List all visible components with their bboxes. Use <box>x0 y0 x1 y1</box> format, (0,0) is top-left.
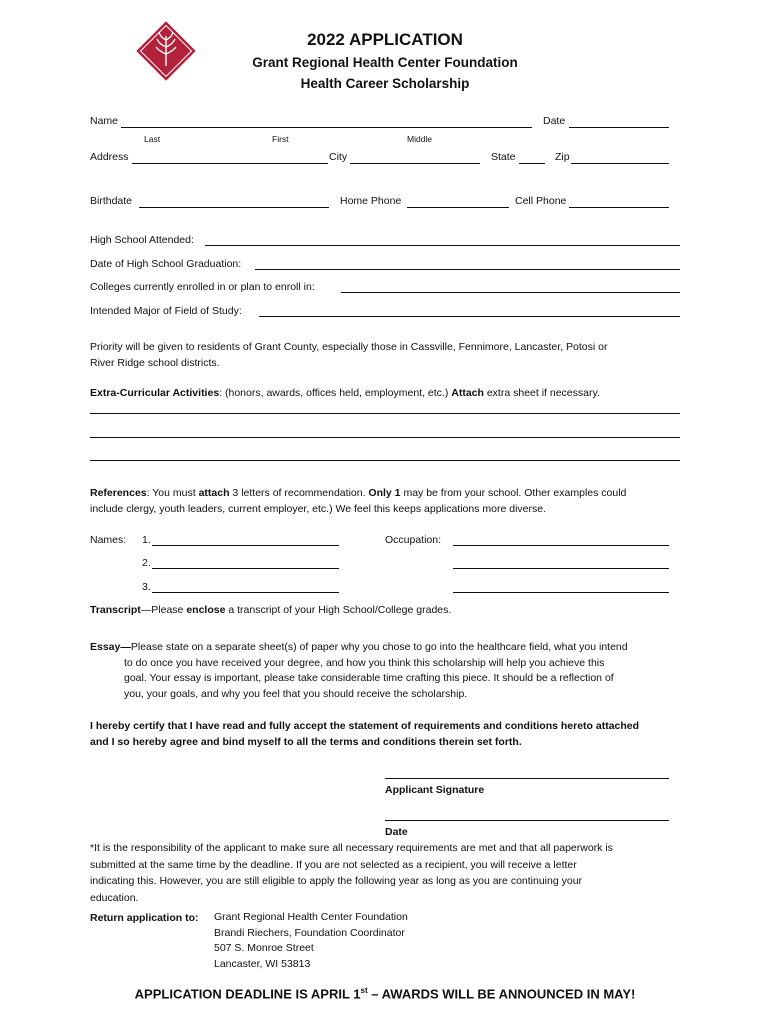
org-name: Grant Regional Health Center Foundation <box>252 55 518 70</box>
references-label: References <box>90 487 147 499</box>
priority-line-1: Priority will be given to residents of Grant County, especially those in Cassville, Fennimore, Lancaster, Potosi or <box>90 341 608 353</box>
page-title: 2022 APPLICATION <box>307 30 463 49</box>
cell-phone-label: Cell Phone <box>515 195 567 207</box>
references-text: References: You must attach 3 letters of recommendation. Only 1 may be from your school. Other examples could include clergy, youth leaders, current employer, etc.) We feel this keeps applications more diverse. <box>90 487 627 515</box>
signature-date-label: Date <box>385 826 408 838</box>
zip-label: Zip <box>555 151 570 163</box>
deadline-banner: APPLICATION DEADLINE IS APRIL 1st – AWARDS WILL BE ANNOUNCED IN MAY! <box>134 986 636 1002</box>
priority-text <box>90 340 607 371</box>
transcript-label: Transcript <box>90 604 141 616</box>
reference-occupation-3[interactable] <box>453 592 669 593</box>
graduation-field[interactable] <box>255 269 680 270</box>
names-label: Names: <box>90 534 127 546</box>
colleges-label: Colleges currently enrolled in or plan to enroll in: <box>90 281 315 293</box>
applicant-signature-field[interactable] <box>385 778 669 779</box>
address-label: Address <box>90 151 129 163</box>
reference-number-2: 2. <box>142 557 151 569</box>
transcript-text: Transcript—Please enclose a transcript of your High School/College grades. <box>90 604 452 616</box>
return-address: Grant Regional Health Center Foundation Brandi Riechers, Foundation Coordinator 507 S. Monroe Street Lancaster, WI 53813 <box>214 911 408 970</box>
major-label: Intended Major of Field of Study: <box>90 305 242 317</box>
name-label: Name <box>90 115 119 127</box>
responsibility-note: *It is the responsibility of the applicant to make sure all necessary requirements are met and that all paperwork is submitted at the same time by the deadline. If you are not selected as a recipient, you will receive a letter indicating this. However, you are still eligible to apply the following year as long as you are continuing your education. <box>90 842 613 904</box>
state-field[interactable] <box>519 163 545 164</box>
essay-text: Essay—Please state on a separate sheet(s) of paper why you chose to go into the healthcare field, what you intend to do once you have received your degree, and how you think this scholarship will help you achieve this goal. Your essay is important, please take considerable time crafting this piece. It should be a reflection of you, your goals, and why you feel that you should receive the scholarship. <box>90 641 628 700</box>
reference-name-2[interactable] <box>152 568 339 569</box>
program-name: Health Career Scholarship <box>300 76 470 91</box>
high-school-field[interactable] <box>205 245 680 246</box>
extracurricular-line-3[interactable] <box>90 460 680 461</box>
date-field[interactable] <box>569 127 669 128</box>
address-field[interactable] <box>132 163 328 164</box>
date-label: Date <box>543 115 566 127</box>
reference-occupation-2[interactable] <box>453 568 669 569</box>
colleges-field[interactable] <box>341 292 680 293</box>
extracurricular-label: Extra-Curricular Activities <box>90 387 220 399</box>
city-label: City <box>329 151 348 163</box>
reference-name-3[interactable] <box>152 592 339 593</box>
city-field[interactable] <box>350 163 480 164</box>
cell-phone-field[interactable] <box>569 207 669 208</box>
name-field[interactable] <box>121 127 532 128</box>
reference-name-1[interactable] <box>152 545 339 546</box>
foundation-logo <box>135 20 197 82</box>
extracurricular-text: Extra-Curricular Activities: (honors, awards, offices held, employment, etc.) Attach extra sheet if necessary. <box>90 387 600 399</box>
certify-text: I hereby certify that I have read and fully accept the statement of requirements and conditions hereto attached and I so hereby agree and bind myself to all the terms and conditions therein set forth. <box>90 720 640 748</box>
essay-label: Essay— <box>90 641 131 653</box>
first-label: First <box>272 134 289 144</box>
birthdate-field[interactable] <box>139 207 329 208</box>
zip-field[interactable] <box>571 163 669 164</box>
reference-number-3: 3. <box>142 581 151 593</box>
state-label: State <box>491 151 516 163</box>
reference-number-1: 1. <box>142 534 151 546</box>
middle-label: Middle <box>407 134 433 144</box>
occupation-label: Occupation: <box>385 534 442 546</box>
home-phone-label: Home Phone <box>340 195 402 207</box>
extracurricular-line-2[interactable] <box>90 437 680 438</box>
applicant-signature-label: Applicant Signature <box>385 784 485 796</box>
high-school-label: High School Attended: <box>90 234 194 246</box>
birthdate-label: Birthdate <box>90 195 133 207</box>
return-label: Return application to: <box>90 912 199 924</box>
extracurricular-line-1[interactable] <box>90 413 680 414</box>
home-phone-field[interactable] <box>407 207 509 208</box>
graduation-label: Date of High School Graduation: <box>90 258 242 270</box>
priority-line-2: River Ridge school districts. <box>90 356 220 369</box>
last-label: Last <box>144 134 161 144</box>
reference-occupation-1[interactable] <box>453 545 669 546</box>
major-field[interactable] <box>259 316 680 317</box>
signature-date-field[interactable] <box>385 820 669 821</box>
